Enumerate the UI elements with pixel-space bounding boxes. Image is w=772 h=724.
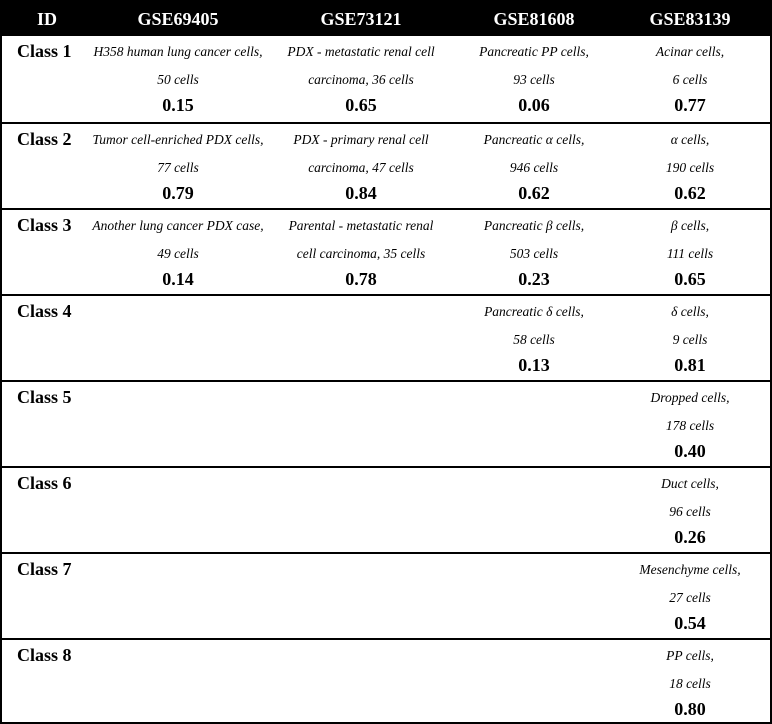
cell-description-line1 xyxy=(92,556,264,584)
table-cell xyxy=(92,124,264,208)
cell-description-line1 xyxy=(264,384,458,412)
table-cell xyxy=(610,554,770,638)
table-cell xyxy=(264,554,458,638)
cell-value: 0.40 xyxy=(674,441,706,461)
table-row xyxy=(2,380,770,466)
table-cell xyxy=(610,296,770,380)
cell-description-line2: carcinoma, 36 cells xyxy=(308,72,414,87)
cell-description-line2: carcinoma, 47 cells xyxy=(308,160,414,175)
table-cell xyxy=(92,468,264,552)
table-body xyxy=(2,36,770,724)
table-cell xyxy=(92,36,264,122)
header-gse81608: GSE81608 xyxy=(493,8,575,29)
table-row xyxy=(2,208,770,294)
cell-description-line1: Acinar cells, xyxy=(655,44,725,59)
cell-description-line2: 503 cells xyxy=(509,246,559,261)
row-class-id: Class 1 xyxy=(17,41,72,61)
cell-description-line1 xyxy=(458,642,610,670)
cell-description-line1 xyxy=(92,384,264,412)
table-cell xyxy=(264,124,458,208)
cell-description-line2: 9 cells xyxy=(672,332,708,347)
cell-description-line1 xyxy=(92,470,264,498)
cell-description-line2: 190 cells xyxy=(665,160,715,175)
table-cell xyxy=(458,124,610,208)
table-cell xyxy=(264,296,458,380)
cell-description-line2: 77 cells xyxy=(157,160,199,175)
cell-value: 0.54 xyxy=(674,613,706,633)
cell-description-line1: H358 human lung cancer cells, xyxy=(93,44,263,59)
cell-description-line1: Parental - metastatic renal xyxy=(288,218,434,233)
table-cell xyxy=(92,382,264,466)
table-row xyxy=(2,638,770,724)
table-cell xyxy=(458,640,610,724)
cell-description-line1 xyxy=(458,470,610,498)
cell-description-line2: 946 cells xyxy=(509,160,559,175)
table-cell xyxy=(92,210,264,294)
cell-value: 0.78 xyxy=(345,269,377,289)
table-cell xyxy=(458,468,610,552)
table-row xyxy=(2,294,770,380)
table-row xyxy=(2,122,770,208)
row-class-id: Class 6 xyxy=(17,473,72,493)
cell-description-line1: PDX - primary renal cell xyxy=(293,132,429,147)
table-cell xyxy=(610,124,770,208)
table-cell xyxy=(610,640,770,724)
cell-description-line1 xyxy=(92,298,264,326)
table-row xyxy=(2,36,770,122)
table-cell xyxy=(92,554,264,638)
header-gse83139: GSE83139 xyxy=(649,8,731,29)
cell-description-line2: 111 cells xyxy=(666,246,714,261)
table-cell xyxy=(458,36,610,122)
cell-value: 0.26 xyxy=(674,527,706,547)
row-class-id: Class 7 xyxy=(17,559,72,579)
cell-description-line1 xyxy=(264,470,458,498)
cell-description-line2: 58 cells xyxy=(513,332,555,347)
table-cell xyxy=(264,382,458,466)
cell-description-line1: PDX - metastatic renal cell xyxy=(287,44,435,59)
cell-description-line2: cell carcinoma, 35 cells xyxy=(296,246,426,261)
cell-description-line1 xyxy=(92,642,264,670)
table-cell xyxy=(458,210,610,294)
cell-description-line2: 93 cells xyxy=(513,72,555,87)
cell-description-line2: 178 cells xyxy=(665,418,715,433)
cell-description-line2: 96 cells xyxy=(669,504,711,519)
table-row xyxy=(2,552,770,638)
row-class-id: Class 5 xyxy=(17,387,72,407)
cell-description-line1: Another lung cancer PDX case, xyxy=(92,218,264,233)
cell-value: 0.81 xyxy=(674,355,706,375)
cell-description-line1: Pancreatic β cells, xyxy=(483,218,585,233)
cell-description-line1: δ cells, xyxy=(671,304,709,319)
header-gse69405: GSE69405 xyxy=(137,8,219,29)
cell-description-line2: 27 cells xyxy=(669,590,711,605)
table-cell xyxy=(92,296,264,380)
table-cell xyxy=(610,382,770,466)
cell-description-line1: β cells, xyxy=(670,218,710,233)
table-cell xyxy=(458,296,610,380)
cell-description-line1 xyxy=(458,556,610,584)
cell-description-line1: Mesenchyme cells, xyxy=(639,562,741,577)
cell-description-line1: PP cells, xyxy=(666,648,714,663)
table-cell xyxy=(264,36,458,122)
header-gse73121: GSE73121 xyxy=(320,8,402,29)
cell-value: 0.77 xyxy=(674,95,706,115)
cell-description-line1 xyxy=(458,384,610,412)
table-cell xyxy=(458,382,610,466)
cell-description-line1: α cells, xyxy=(670,132,710,147)
row-class-id: Class 2 xyxy=(17,129,72,149)
cell-value: 0.65 xyxy=(345,95,377,115)
cell-value: 0.65 xyxy=(674,269,706,289)
cell-description-line1: Pancreatic δ cells, xyxy=(484,304,584,319)
cell-description-line2: 18 cells xyxy=(669,676,711,691)
table-cell xyxy=(458,554,610,638)
cell-value: 0.14 xyxy=(162,269,194,289)
table-cell xyxy=(264,210,458,294)
cell-value: 0.06 xyxy=(518,95,550,115)
table-header xyxy=(2,2,770,36)
cell-description-line1: Pancreatic PP cells, xyxy=(479,44,589,59)
cell-description-line1 xyxy=(264,642,458,670)
cell-description-line2: 50 cells xyxy=(157,72,199,87)
table-cell xyxy=(264,640,458,724)
row-class-id: Class 8 xyxy=(17,645,72,665)
cell-value: 0.79 xyxy=(162,183,194,203)
cell-value: 0.84 xyxy=(345,183,377,203)
row-class-id: Class 4 xyxy=(17,301,72,321)
cell-description-line1: Dropped cells, xyxy=(650,390,730,405)
cell-value: 0.80 xyxy=(674,699,706,719)
header-id: ID xyxy=(36,8,57,29)
table-cell xyxy=(610,468,770,552)
table-cell xyxy=(92,640,264,724)
cell-description-line1: Duct cells, xyxy=(661,476,719,491)
cell-value: 0.15 xyxy=(162,95,194,115)
table-cell xyxy=(610,36,770,122)
cell-description-line1 xyxy=(264,298,458,326)
row-class-id: Class 3 xyxy=(17,215,72,235)
cell-description-line2: 49 cells xyxy=(157,246,199,261)
cell-description-line2: 6 cells xyxy=(672,72,708,87)
table-row xyxy=(2,466,770,552)
cell-value: 0.13 xyxy=(518,355,550,375)
table-cell xyxy=(610,210,770,294)
cell-description-line1 xyxy=(264,556,458,584)
cell-value: 0.62 xyxy=(518,183,550,203)
cell-value: 0.62 xyxy=(674,183,706,203)
cell-value: 0.23 xyxy=(518,269,550,289)
table-cell xyxy=(264,468,458,552)
cell-description-line1: Pancreatic α cells, xyxy=(483,132,585,147)
cell-description-line1: Tumor cell-enriched PDX cells, xyxy=(92,132,264,147)
